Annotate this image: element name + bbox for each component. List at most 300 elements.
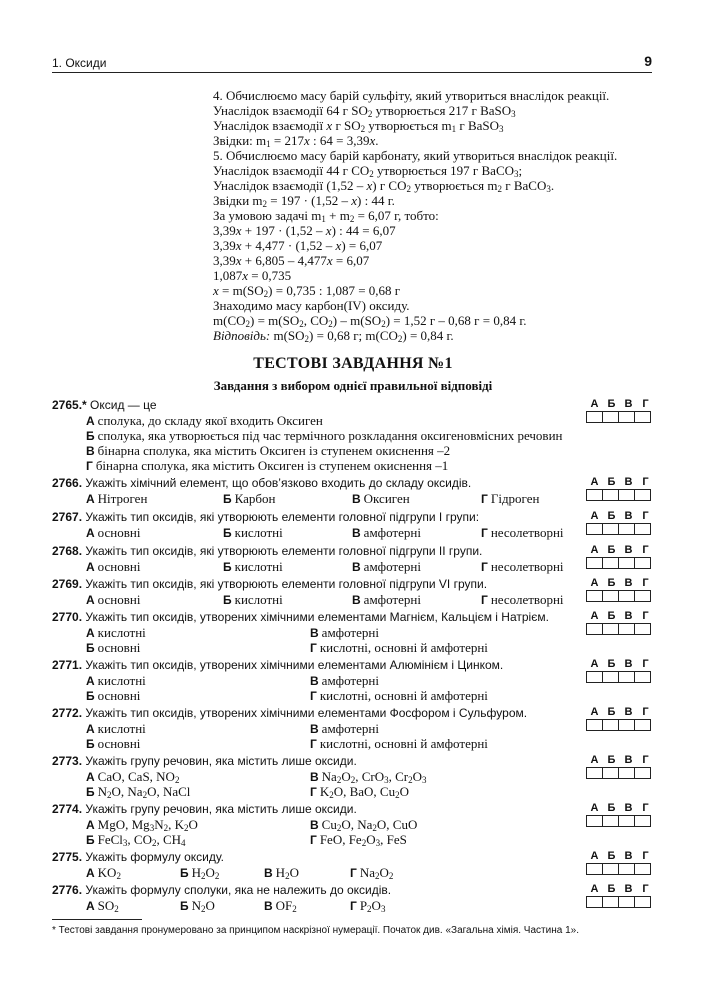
option-text: $OF_2$ xyxy=(275,898,297,914)
answer-option xyxy=(86,784,190,799)
answer-grid xyxy=(586,850,654,875)
answer-cell[interactable] xyxy=(618,815,635,827)
option-letter: В xyxy=(264,899,273,913)
option-text: Оксиген xyxy=(363,491,410,506)
option-text: Гідроген xyxy=(490,491,540,506)
test-task xyxy=(52,544,652,574)
answer-option xyxy=(310,625,379,640)
task-question xyxy=(52,398,652,413)
answer-option xyxy=(352,592,421,607)
answer-option xyxy=(310,817,417,832)
grid-letter: А xyxy=(590,706,599,718)
answer-option xyxy=(86,491,147,506)
answer-cell[interactable] xyxy=(618,767,635,779)
grid-letter: Г xyxy=(642,610,649,622)
option-letter: Г xyxy=(310,737,317,751)
option-text: FeO, $Fe_2O_3$, FeS xyxy=(319,832,407,848)
option-letter: А xyxy=(86,560,95,574)
answer-option xyxy=(180,865,219,880)
option-text: $K_2O$, BaO, $Cu_2O$ xyxy=(319,784,409,800)
tests-subtitle: Завдання з вибором однієї правильної відповіді xyxy=(213,378,493,393)
option-text: амфотерні xyxy=(363,525,421,540)
answer-cell[interactable] xyxy=(618,719,635,731)
solution-line: Унаслідок взаємодії (1,52 – x) г $CO_2$ утворюється $m_2$ г BaCO$_3$. xyxy=(213,178,555,194)
option-letter: Г xyxy=(310,689,317,703)
option-text: амфотерні xyxy=(321,625,379,640)
options-row xyxy=(86,525,652,540)
answer-option xyxy=(86,625,146,640)
answer-option xyxy=(310,640,488,655)
grid-letter: В xyxy=(624,544,633,556)
option-letter: Б xyxy=(86,785,95,799)
option-text: $SO_2$ xyxy=(97,898,119,914)
task-number: 2775. xyxy=(52,850,83,864)
option-letter: Б xyxy=(223,526,232,540)
task-text: Укажіть групу речовин, яка містить лише оксиди. xyxy=(85,802,357,816)
options-row xyxy=(86,865,652,880)
answer-option xyxy=(310,673,379,688)
grid-letter: Г xyxy=(642,658,649,670)
answer-option xyxy=(86,428,562,443)
task-text: Укажіть формулу сполуки, яка не належить до оксидів. xyxy=(85,883,392,897)
answer-option xyxy=(86,413,323,428)
answer-cell[interactable] xyxy=(602,411,619,423)
answer-cell[interactable] xyxy=(586,863,603,875)
answer-option xyxy=(350,898,385,913)
option-letter: Г xyxy=(310,785,317,799)
option-text: CaO, CaS, $NO_2$ xyxy=(97,769,180,785)
footnote-divider xyxy=(52,919,142,920)
answer-option xyxy=(180,898,215,913)
grid-letter: В xyxy=(624,476,633,488)
task-number: 2765.* xyxy=(52,398,87,412)
answer-cell[interactable] xyxy=(586,489,603,501)
answer-cell[interactable] xyxy=(602,557,619,569)
answer-grid xyxy=(586,544,654,569)
task-question xyxy=(52,610,652,625)
answer-grid xyxy=(586,610,654,635)
answer-cell[interactable] xyxy=(586,815,603,827)
solution-line: Унаслідок взаємодії 44 г $CO_2$ утворюється 197 г BaCO$_3$; xyxy=(213,163,523,179)
answer-cell[interactable] xyxy=(634,489,651,501)
task-number: 2767. xyxy=(52,510,83,524)
answer-cell[interactable] xyxy=(618,671,635,683)
test-task xyxy=(52,802,652,847)
option-letter: В xyxy=(310,626,319,640)
answer-option xyxy=(223,559,283,574)
task-question xyxy=(52,706,652,721)
solution-line: 5. Обчислюємо масу барій карбонату, який утвориться внаслідок реакції. xyxy=(213,148,618,163)
option-letter: А xyxy=(86,674,95,688)
answer-cell[interactable] xyxy=(618,863,635,875)
option-letter: А xyxy=(86,899,95,913)
option-letter: А xyxy=(86,818,95,832)
answer-option xyxy=(481,592,564,607)
solution-line: 3,39x + 4,477 · (1,52 – x) = 6,07 xyxy=(213,238,383,253)
option-text: амфотерні xyxy=(363,559,421,574)
answer-cell[interactable] xyxy=(618,523,635,535)
grid-letter: Г xyxy=(642,476,649,488)
grid-letter: А xyxy=(590,544,599,556)
answer-option xyxy=(264,865,299,880)
task-number: 2766. xyxy=(52,476,83,490)
grid-letter: Б xyxy=(607,544,616,556)
grid-letter: Г xyxy=(642,577,649,589)
option-text: бінарна сполука, яка містить Оксиген із ступенем окиснення –1 xyxy=(95,458,449,473)
task-text: Укажіть тип оксидів, які утворюють елементи головної підгрупи II групи. xyxy=(85,544,483,558)
answer-cell[interactable] xyxy=(634,767,651,779)
option-text: сполука, до складу якої входить Оксиген xyxy=(97,413,323,428)
answer-cell[interactable] xyxy=(586,719,603,731)
test-task xyxy=(52,577,652,607)
option-text: $H_2O$ xyxy=(275,865,299,881)
answer-cell[interactable] xyxy=(618,623,635,635)
answer-cell[interactable] xyxy=(634,523,651,535)
grid-letter: Б xyxy=(607,610,616,622)
options-row xyxy=(86,428,652,443)
option-text: $Cu_2O$, $Na_2O$, CuO xyxy=(321,817,418,833)
answer-option xyxy=(86,559,140,574)
option-text: амфотерні xyxy=(363,592,421,607)
grid-letter: Б xyxy=(607,754,616,766)
answer-option xyxy=(86,443,450,458)
grid-letter: А xyxy=(590,883,599,895)
option-text: основні xyxy=(97,736,141,751)
option-text: $Na_2O_2$, CrO$_3$, $Cr_2O_3$ xyxy=(321,769,427,785)
answer-cell[interactable] xyxy=(602,523,619,535)
answer-option xyxy=(86,688,140,703)
option-letter: В xyxy=(310,818,319,832)
option-text: $N_2O$ xyxy=(191,898,215,914)
answer-cell[interactable] xyxy=(586,557,603,569)
option-text: Нітроген xyxy=(97,491,148,506)
option-letter: Г xyxy=(310,641,317,655)
answer-grid xyxy=(586,706,654,731)
option-letter: Г xyxy=(350,899,357,913)
grid-letter: В xyxy=(624,802,633,814)
answer-cell[interactable] xyxy=(618,590,635,602)
options-row xyxy=(86,898,652,913)
option-letter: Г xyxy=(481,560,488,574)
grid-letter: Б xyxy=(607,510,616,522)
option-letter: Б xyxy=(86,833,95,847)
solution-line: Унаслідок взаємодії x г $SO_2$ утворюється $m_1$ г BaSO$_3$ xyxy=(213,118,504,134)
solution-line: Звідки $m_2 = 197 \cdot (1,52 - x)$ : 44 г. xyxy=(213,193,395,209)
answer-cell[interactable] xyxy=(618,489,635,501)
answer-cell[interactable] xyxy=(618,411,635,423)
answer-cell[interactable] xyxy=(634,896,651,908)
option-text: несолетворні xyxy=(490,525,564,540)
answer-option xyxy=(86,898,119,913)
option-letter: Г xyxy=(481,492,488,506)
task-text: Укажіть формулу оксиду. xyxy=(85,850,224,864)
option-text: основні xyxy=(97,525,141,540)
answer-option xyxy=(310,784,409,799)
answer-option xyxy=(86,721,146,736)
option-text: $P_2O_3$ xyxy=(359,898,386,914)
option-letter: А xyxy=(86,770,95,784)
task-question xyxy=(52,802,652,817)
option-text: кислотні xyxy=(234,559,283,574)
test-task xyxy=(52,883,652,913)
task-number: 2773. xyxy=(52,754,83,768)
answer-cell[interactable] xyxy=(602,815,619,827)
solution-line: Знаходимо масу карбон(IV) оксиду. xyxy=(213,298,410,313)
option-letter: А xyxy=(86,526,95,540)
option-letter: А xyxy=(86,414,95,428)
answer-grid xyxy=(586,510,654,535)
answer-option xyxy=(310,688,488,703)
option-text: амфотерні xyxy=(321,721,379,736)
options-row xyxy=(86,721,652,736)
option-letter: В xyxy=(86,444,95,458)
answer-cell[interactable] xyxy=(586,411,603,423)
option-text: кислотні, основні й амфотерні xyxy=(319,688,488,703)
solution-block xyxy=(213,88,633,343)
option-letter: А xyxy=(86,492,95,506)
options-row xyxy=(86,413,652,428)
task-text: Укажіть тип оксидів, які утворюють елементи головної підгрупи I групи: xyxy=(85,510,480,524)
answer-option xyxy=(86,736,140,751)
answer-cell[interactable] xyxy=(634,815,651,827)
solution-line: 1,087x = 0,735 xyxy=(213,268,292,283)
answer-grid xyxy=(586,802,654,827)
option-text: бінарна сполука, яка містить Оксиген із ступенем окиснення –2 xyxy=(97,443,451,458)
options-row xyxy=(86,592,652,607)
answer-option xyxy=(481,525,564,540)
answer-option xyxy=(86,640,140,655)
answer-cell[interactable] xyxy=(602,671,619,683)
task-question xyxy=(52,476,652,491)
task-question xyxy=(52,850,652,865)
grid-letter: А xyxy=(590,658,599,670)
grid-letter: Б xyxy=(607,398,616,410)
task-number: 2769. xyxy=(52,577,83,591)
test-task xyxy=(52,610,652,655)
grid-letter: Б xyxy=(607,658,616,670)
grid-letter: В xyxy=(624,754,633,766)
option-letter: В xyxy=(352,492,361,506)
options-row xyxy=(86,559,652,574)
grid-letter: Б xyxy=(607,706,616,718)
task-question xyxy=(52,577,652,592)
option-letter: А xyxy=(86,593,95,607)
option-letter: В xyxy=(352,593,361,607)
answer-cell[interactable] xyxy=(634,671,651,683)
answer-cell[interactable] xyxy=(634,590,651,602)
answer-cell[interactable] xyxy=(586,590,603,602)
answer-grid xyxy=(586,577,654,602)
solution-line: 4. Обчислюємо масу барій сульфіту, який утвориться внаслідок реакції. xyxy=(213,88,610,103)
options-row xyxy=(86,832,652,847)
options-row xyxy=(86,688,652,703)
option-text: амфотерні xyxy=(321,673,379,688)
option-text: $N_2O$, $Na_2O$, NaCl xyxy=(97,784,191,800)
answer-option xyxy=(223,491,275,506)
task-text: Укажіть тип оксидів, утворених хімічними елементами Магнієм, Кальцієм і Натрієм. xyxy=(85,610,549,624)
test-task xyxy=(52,476,652,506)
test-task xyxy=(52,706,652,751)
options-row xyxy=(86,769,652,784)
answer-option xyxy=(86,525,140,540)
answer-cell[interactable] xyxy=(586,623,603,635)
option-letter: А xyxy=(86,722,95,736)
option-text: кислотні xyxy=(234,592,283,607)
grid-letter: В xyxy=(624,706,633,718)
grid-letter: Г xyxy=(642,754,649,766)
answer-cell[interactable] xyxy=(602,719,619,731)
task-number: 2768. xyxy=(52,544,83,558)
answer-option xyxy=(352,491,410,506)
answer-option xyxy=(481,559,564,574)
option-letter: Г xyxy=(350,866,357,880)
task-number: 2770. xyxy=(52,610,83,624)
answer-grid xyxy=(586,658,654,683)
task-text: Укажіть тип оксидів, утворених хімічними елементами Фосфором і Сульфуром. xyxy=(85,706,528,720)
answer-option xyxy=(264,898,297,913)
test-task xyxy=(52,850,652,880)
answer-cell[interactable] xyxy=(634,411,651,423)
option-text: кислотні, основні й амфотерні xyxy=(319,736,488,751)
option-letter: Г xyxy=(481,526,488,540)
answer-cell[interactable] xyxy=(602,590,619,602)
option-letter: Б xyxy=(223,492,232,506)
answer-cell[interactable] xyxy=(602,767,619,779)
option-letter: В xyxy=(352,526,361,540)
answer-grid xyxy=(586,398,654,423)
option-letter: Б xyxy=(180,866,189,880)
answer-option xyxy=(86,832,186,847)
option-text: несолетворні xyxy=(490,559,564,574)
task-number: 2776. xyxy=(52,883,83,897)
solution-line: За умовою задачі $m_1 + m_2 = 6,07$ г, тобто: xyxy=(213,208,439,224)
answer-option xyxy=(481,491,539,506)
solution-line: 3,39x + 197 · (1,52 – x) : 44 = 6,07 xyxy=(213,223,396,238)
test-task xyxy=(52,754,652,799)
grid-letter: Б xyxy=(607,577,616,589)
grid-letter: В xyxy=(624,398,633,410)
solution-line: 3,39x + 6,805 – 4,477x = 6,07 xyxy=(213,253,370,268)
options-row xyxy=(86,736,652,751)
task-question xyxy=(52,544,652,559)
option-text: FeCl$_3$, $CO_2$, $CH_4$ xyxy=(97,832,186,848)
grid-letter: Г xyxy=(642,544,649,556)
solution-line: Відповідь: $m(SO_2) = 0,68$ г; $m(CO_2) = 0,84$ г. xyxy=(213,328,454,344)
answer-cell[interactable] xyxy=(602,489,619,501)
answer-option xyxy=(310,832,407,847)
grid-letter: Б xyxy=(607,850,616,862)
option-text: основні xyxy=(97,640,141,655)
options-row xyxy=(86,491,652,506)
grid-letter: А xyxy=(590,802,599,814)
task-question xyxy=(52,754,652,769)
option-letter: Б xyxy=(223,593,232,607)
grid-letter: А xyxy=(590,754,599,766)
answer-grid xyxy=(586,754,654,779)
grid-letter: А xyxy=(590,577,599,589)
option-text: кислотні, основні й амфотерні xyxy=(319,640,488,655)
grid-letter: Б xyxy=(607,883,616,895)
answer-cell[interactable] xyxy=(634,719,651,731)
task-text: Укажіть хімічний елемент, що обов’язково входить до складу оксидів. xyxy=(85,476,472,490)
tests-title: ТЕСТОВІ ЗАВДАННЯ №1 xyxy=(253,355,453,372)
answer-cell[interactable] xyxy=(618,557,635,569)
task-question xyxy=(52,510,652,525)
answer-cell[interactable] xyxy=(602,896,619,908)
answer-cell[interactable] xyxy=(602,623,619,635)
section-title: 1. Оксиди xyxy=(52,56,107,70)
answer-option xyxy=(86,592,140,607)
option-text: основні xyxy=(97,559,141,574)
grid-letter: В xyxy=(624,510,633,522)
task-number: 2771. xyxy=(52,658,83,672)
answer-option xyxy=(86,673,146,688)
options-row xyxy=(86,625,652,640)
answer-option xyxy=(86,458,448,473)
grid-letter: А xyxy=(590,610,599,622)
grid-letter: Г xyxy=(642,883,649,895)
answer-option xyxy=(86,817,198,832)
answer-option xyxy=(310,721,379,736)
option-letter: В xyxy=(310,674,319,688)
option-letter: В xyxy=(352,560,361,574)
options-row xyxy=(86,673,652,688)
grid-letter: Г xyxy=(642,802,649,814)
option-text: $H_2O_2$ xyxy=(191,865,220,881)
answer-cell[interactable] xyxy=(634,557,651,569)
test-task xyxy=(52,510,652,540)
answer-cell[interactable] xyxy=(634,623,651,635)
solution-line: $x = m(SO_2) = 0,735$ : 1,087 = 0,68 г xyxy=(213,283,401,299)
answer-cell[interactable] xyxy=(586,523,603,535)
answer-option xyxy=(350,865,393,880)
answer-cell[interactable] xyxy=(586,671,603,683)
task-question xyxy=(52,658,652,673)
answer-option xyxy=(310,769,427,784)
footnote: * Тестові завдання пронумеровано за принципом наскрізної нумерації. Початок див. «Загальна хімія. Частина 1». xyxy=(52,925,579,936)
option-text: основні xyxy=(97,688,141,703)
option-text: сполука, яка утворюється під час термічного розкладання оксигеновмісних речовин xyxy=(97,428,563,443)
page-number: 9 xyxy=(644,53,652,69)
answer-option xyxy=(223,592,283,607)
answer-cell[interactable] xyxy=(618,896,635,908)
grid-letter: Г xyxy=(642,850,649,862)
task-question xyxy=(52,883,652,898)
option-text: MgO, $Mg_3N_2$, $K_2O$ xyxy=(97,817,198,833)
answer-cell[interactable] xyxy=(586,896,603,908)
grid-letter: Г xyxy=(642,398,649,410)
solution-line: Звідки: $m_1 = 217x$ : 64 = 3,39x. xyxy=(213,133,379,149)
answer-option xyxy=(352,559,421,574)
option-text: кислотні xyxy=(97,721,146,736)
grid-letter: А xyxy=(590,850,599,862)
option-letter: Б xyxy=(180,899,189,913)
solution-line: $m(CO_2) = m(SO_2$, $CO_2) - m(SO_2) = 1,52$ г – 0,68 г = 0,84 г. xyxy=(213,313,527,329)
answer-option xyxy=(352,525,421,540)
answer-cell[interactable] xyxy=(586,767,603,779)
option-letter: Б xyxy=(86,641,95,655)
task-text: Укажіть тип оксидів, які утворюють елементи головної підгрупи VI групи. xyxy=(85,577,488,591)
option-letter: В xyxy=(264,866,273,880)
answer-cell[interactable] xyxy=(634,863,651,875)
answer-cell[interactable] xyxy=(602,863,619,875)
test-task xyxy=(52,658,652,703)
grid-letter: Б xyxy=(607,802,616,814)
option-text: кислотні xyxy=(97,673,146,688)
task-text: Оксид — це xyxy=(90,398,157,412)
option-text: $KO_2$ xyxy=(97,865,121,881)
grid-letter: А xyxy=(590,398,599,410)
